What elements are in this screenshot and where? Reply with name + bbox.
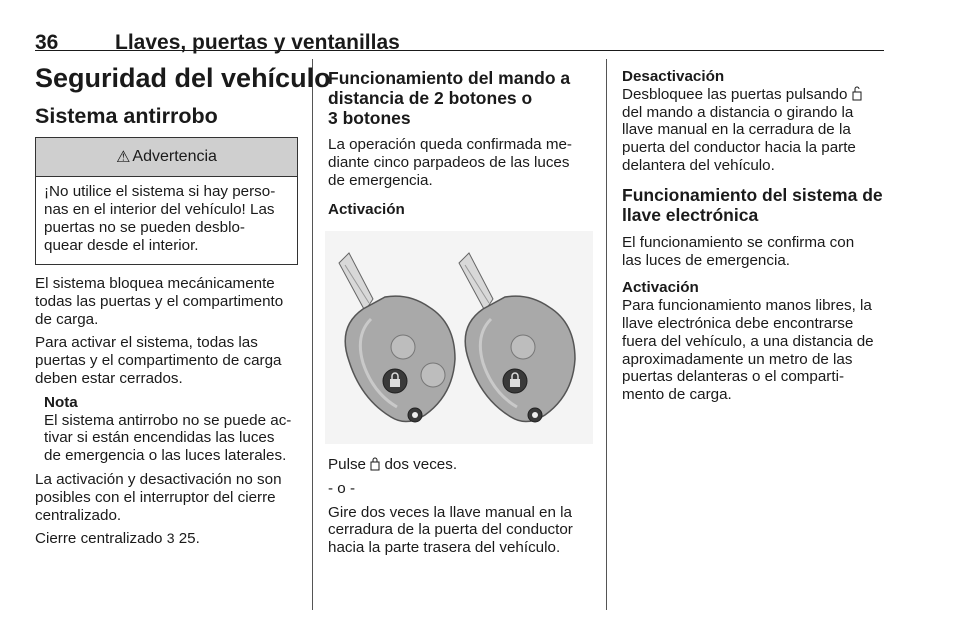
text-line: puerta del conductor hacia la parte: [622, 139, 856, 157]
activation-label: Activación: [328, 201, 405, 219]
warning-title: Advertencia: [132, 148, 217, 165]
heading-line: 3 botones: [328, 108, 411, 128]
column-divider: [606, 59, 607, 610]
text-line: todas las puertas y el compartimento: [35, 292, 284, 310]
paragraph: [328, 456, 600, 474]
text-line: del mando a distancia o girando la: [622, 103, 854, 121]
paragraph: [35, 275, 303, 328]
section-title: Seguridad del vehículo: [35, 63, 331, 93]
lock-button-icon: [370, 456, 380, 471]
text-line: llave electrónica debe encontrarse: [622, 314, 854, 332]
electronic-key-heading: [622, 185, 888, 225]
text-line: El sistema bloquea mecánicamente: [35, 275, 275, 292]
header-rule: [35, 50, 884, 51]
or-separator: - o -: [328, 479, 356, 497]
warning-triangle-icon: ⚠: [116, 149, 131, 166]
subsection-title: Sistema antirrobo: [35, 104, 218, 128]
column-divider: [312, 59, 313, 610]
text-line: cerradura de la puerta del conductor: [328, 521, 573, 539]
heading-line: distancia de 2 botones o: [328, 88, 533, 108]
paragraph: [328, 136, 600, 189]
note-block: [35, 394, 303, 465]
text-line: puertas y el compartimento de carga: [35, 352, 282, 370]
paragraph: [328, 504, 600, 557]
text-line: de emergencia o las luces laterales.: [44, 447, 287, 465]
text-line: delantera del vehículo.: [622, 156, 775, 174]
xref-text: Cierre centralizado: [35, 530, 163, 548]
text-line: mento de carga.: [622, 386, 732, 404]
deactivation-label: Desactivación: [622, 68, 725, 85]
remote-control-heading: [328, 68, 600, 128]
text-line: nas en el interior del vehículo! Las: [44, 201, 275, 218]
xref-arrow-icon: 3: [166, 530, 175, 547]
paragraph: [622, 234, 888, 270]
key-fob-drawing: [325, 231, 593, 444]
cross-reference[interactable]: [35, 530, 303, 548]
text-line: Para funcionamiento manos libres, la: [622, 297, 872, 315]
warning-box: [35, 137, 298, 265]
text-line: las luces de emergencia.: [622, 251, 790, 269]
text-line: centralizado.: [35, 506, 122, 524]
note-title: Nota: [44, 393, 78, 411]
warning-text: [36, 177, 297, 255]
paragraph: [622, 86, 888, 175]
text-line: La operación queda confirmada me-: [328, 136, 572, 153]
pulse-text: dos veces.: [384, 456, 458, 473]
paragraph: [622, 297, 888, 404]
xref-page: 25.: [178, 530, 200, 548]
text-line: Para activar el sistema, todas las: [35, 334, 258, 352]
left-column-body: [35, 275, 303, 548]
text-line: diante cinco parpadeos de las luces: [328, 153, 570, 171]
text-line: hacia la parte trasera del vehículo.: [328, 539, 561, 557]
text-line: llave manual en la cerradura de la: [622, 121, 851, 139]
middle-column-body: [328, 68, 600, 219]
key-fob-left: [339, 253, 455, 422]
heading-line: Funcionamiento del mando a: [328, 68, 571, 88]
chapter-title: Llaves, puertas y ventanillas: [115, 31, 400, 54]
text-line: deben estar cerrados.: [35, 369, 183, 387]
text-line: Desbloquee las puertas pulsando: [622, 85, 848, 103]
key-fob-right: [459, 253, 575, 422]
text-line: de emergencia.: [328, 171, 433, 189]
text-line: puertas delanteras o el comparti-: [622, 368, 845, 386]
middle-column-lower: [328, 456, 600, 557]
pulse-text: Pulse: [328, 456, 366, 473]
warning-header: [36, 138, 297, 177]
text-line: ¡No utilice el sistema si hay perso-: [44, 183, 276, 200]
page-number: 36: [35, 31, 59, 54]
unlock-button-icon: [852, 86, 862, 101]
heading-line: Funcionamiento del sistema de: [622, 184, 883, 205]
text-line: El sistema antirrobo no se puede ac-: [44, 411, 292, 429]
text-line: de carga.: [35, 310, 99, 328]
paragraph: [35, 471, 303, 524]
text-line: Gire dos veces la llave manual en la: [328, 503, 572, 521]
text-line: posibles con el interruptor del cierre: [35, 488, 276, 506]
text-line: quear desde el interior.: [44, 237, 199, 254]
key-fob-illustration: [325, 231, 593, 444]
text-line: fuera del vehículo, a una distancia de: [622, 332, 874, 350]
right-column-body: [622, 68, 888, 404]
paragraph: [35, 334, 303, 387]
text-line: puertas no se pueden desblo-: [44, 219, 245, 236]
heading-line: llave electrónica: [622, 204, 759, 225]
text-line: El funcionamiento se confirma con: [622, 233, 855, 251]
text-line: La activación y desactivación no son: [35, 470, 282, 488]
activation-label: Activación: [622, 279, 699, 297]
text-line: tivar si están encendidas las luces: [44, 429, 275, 447]
text-line: aproximadamente un metro de las: [622, 350, 853, 368]
